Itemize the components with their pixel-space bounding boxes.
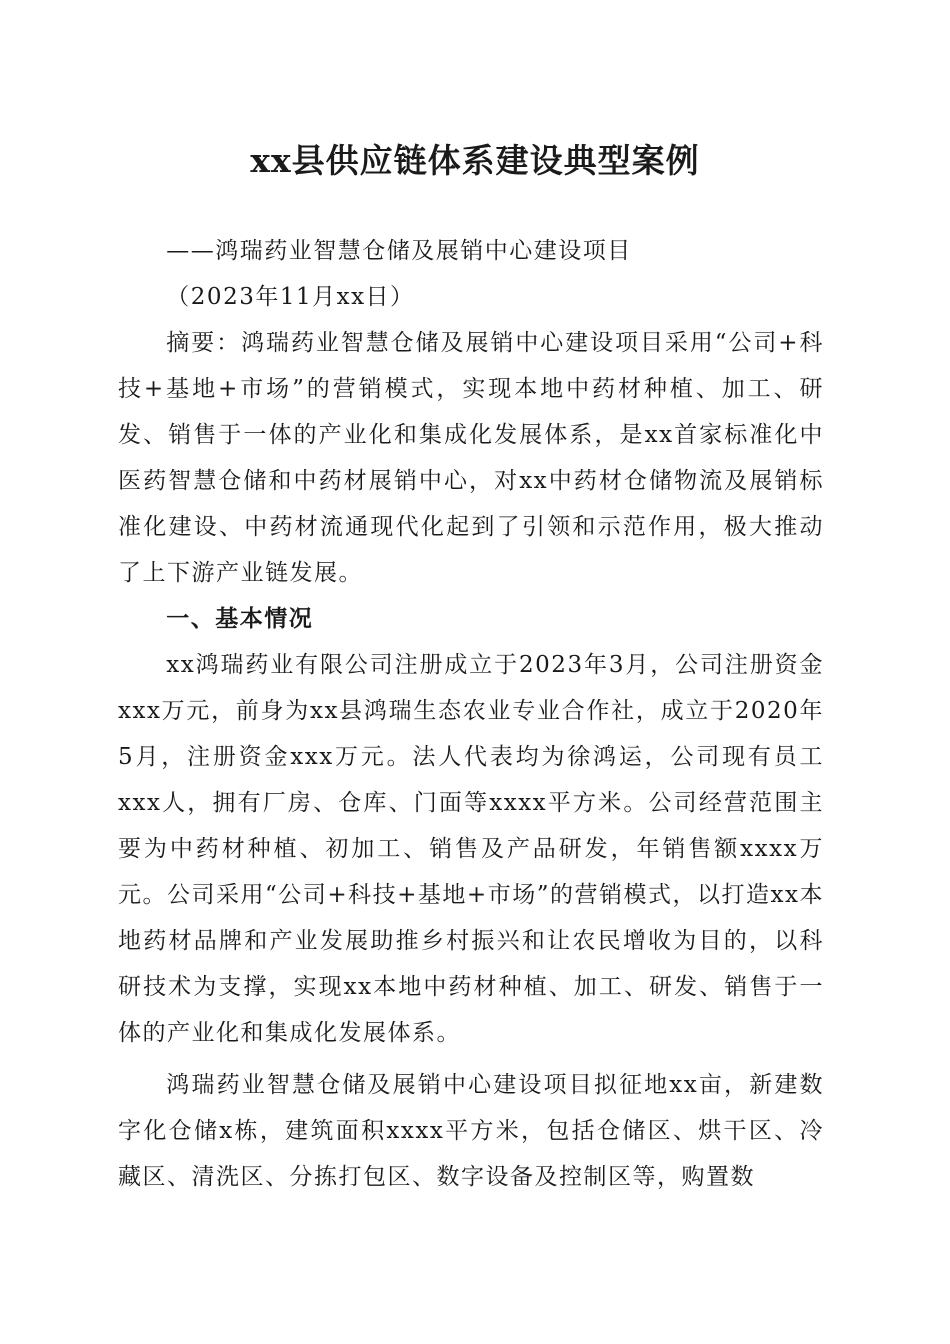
body-paragraph: 鸿瑞药业智慧仓储及展销中心建设项目拟征地xx亩，新建数字化仓储x栋，建筑面积xxxx平方米，包括仓储区、烘干区、冷藏区、清洗区、分拣打包区、数字设备及控制区等，购置数 [118,1072,824,1190]
document-subtitle: ——鸿瑞药业智慧仓储及展销中心建设项目 [166,238,632,264]
abstract-paragraph: 摘要：鸿瑞药业智慧仓储及展销中心建设项目采用“公司+科技+基地+市场”的营销模式，实现本地中药材种植、加工、研发、销售于一体的产业化和集成化发展体系，是xx首家标准化中医药智慧仓储和中药材展销中心，对xx中药材仓储物流及展销标准化建设、中药材流通现代化起到了引领和示范作用，极大推动了上下游产业链发展。 [118,330,824,586]
section-heading: 一、基本情况 [166,606,314,632]
document-date: （2023年11月xx日） [166,284,415,310]
body-paragraph: xx鸿瑞药业有限公司注册成立于2023年3月，公司注册资金xxx万元，前身为xx县鸿瑞生态农业专业合作社，成立于2020年5月，注册资金xxx万元。法人代表均为徐鸿运，公司现有员工xxx人，拥有厂房、仓库、门面等xxxx平方米。公司经营范围主要为中药材种植、初加工、销售及产品研发，年销售额xxxx万元。公司采用“公司+科技+基地+市场”的营销模式，以打造xx本地药材品牌和产业发展助推乡村振兴和让农民增收为目的，以科研技术为支撑，实现xx本地中药材种植、加工、研发、销售于一体的产业化和集成化发展体系。 [118,652,824,1046]
document-body [118,228,824,1200]
document-title: xx县供应链体系建设典型案例 [250,141,700,180]
